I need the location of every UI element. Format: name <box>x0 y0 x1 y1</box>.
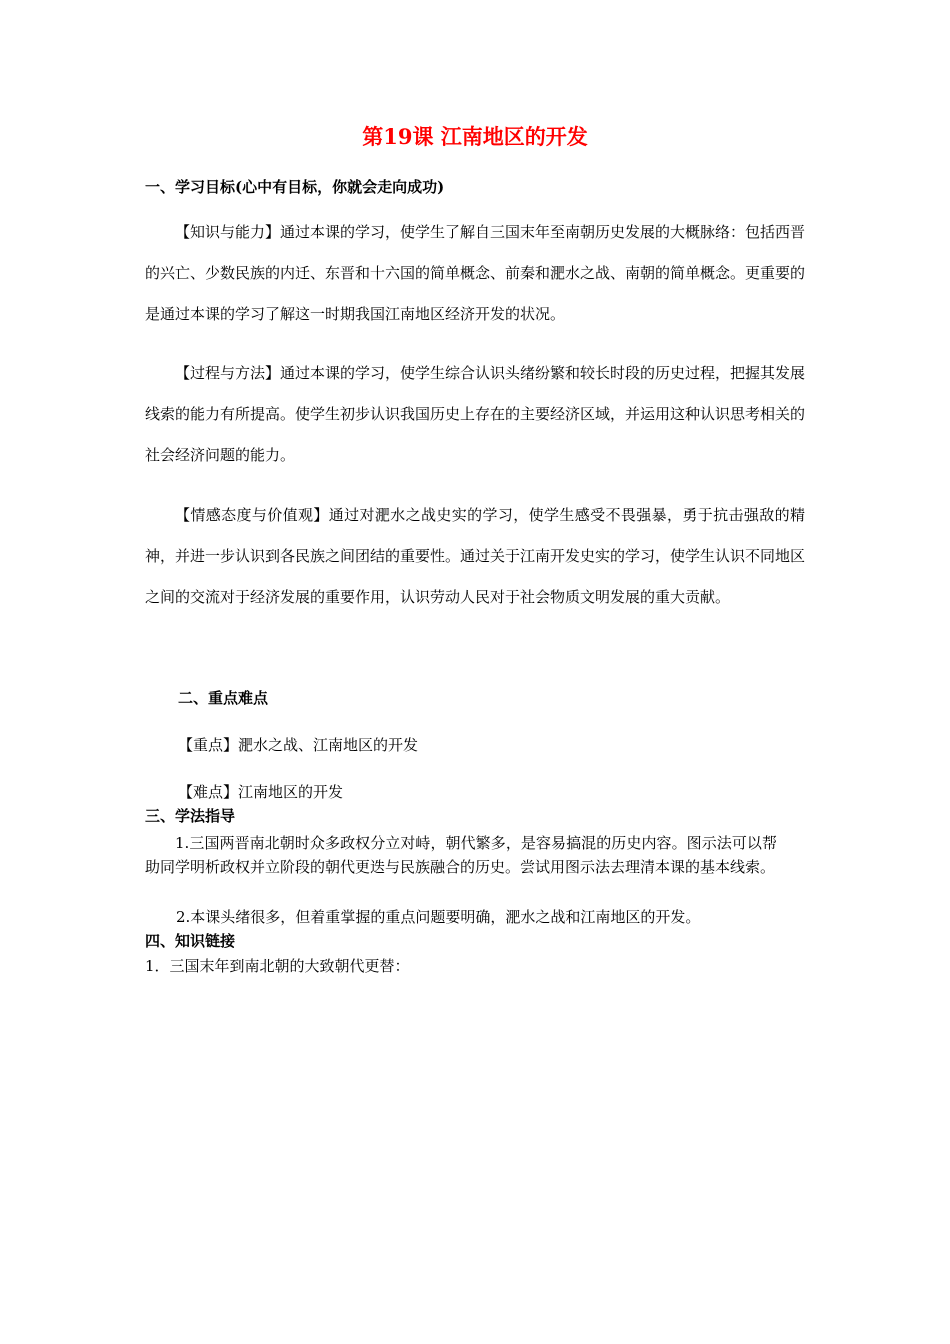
objective-process-paragraph: 【过程与方法】通过本课的学习，使学生综合认识头绪纷繁和较长时段的历史过程，把握其发展线索的能力有所提高。使学生初步认识我国历史上存在的主要经济区域，并运用这种认识思考相关的社会经济问题的能力。 <box>145 364 806 464</box>
section-heading-knowledge-link: 四、知识链接 <box>145 932 236 950</box>
method-paragraph-1: 1.三国两晋南北朝时众多政权分立对峙，朝代繁多，是容易搞混的历史内容。图示法可以帮助同学明析政权并立阶段的朝代更迭与民族融合的历史。尝试用图示法去理清本课的基本线索。 <box>145 834 777 876</box>
knowledge-link-item-1: 1．三国末年到南北朝的大致朝代更替： <box>145 957 410 975</box>
section-heading-objectives: 一、学习目标(心中有目标，你就会走向成功) <box>145 178 445 196</box>
lesson-title: 第19课 江南地区的开发 <box>362 124 588 149</box>
method-paragraph-2: 2.本课头绪很多，但着重掌握的重点问题要明确，淝水之战和江南地区的开发。 <box>176 908 701 926</box>
objective-values-paragraph: 【情感态度与价值观】通过对淝水之战史实的学习，使学生感受不畏强暴，勇于抗击强敌的精神，并进一步认识到各民族之间团结的重要性。通过关于江南开发史实的学习，使学生认识不同地区之间的交流对于经济发展的重要作用，认识劳动人民对于社会物质文明发展的重大贡献。 <box>145 506 806 606</box>
section-heading-key-points: 二、重点难点 <box>178 689 269 707</box>
section-heading-method: 三、学法指导 <box>145 807 236 825</box>
key-point-text: 【重点】淝水之战、江南地区的开发 <box>178 736 419 754</box>
objective-knowledge-paragraph: 【知识与能力】通过本课的学习，使学生了解自三国末年至南朝历史发展的大概脉络：包括西晋的兴亡、少数民族的内迁、东晋和十六国的简单概念、前秦和淝水之战、南朝的简单概念。更重要的是通过本课的学习了解这一时期我国江南地区经济开发的状况。 <box>145 223 806 323</box>
difficult-point-text: 【难点】江南地区的开发 <box>178 783 344 801</box>
